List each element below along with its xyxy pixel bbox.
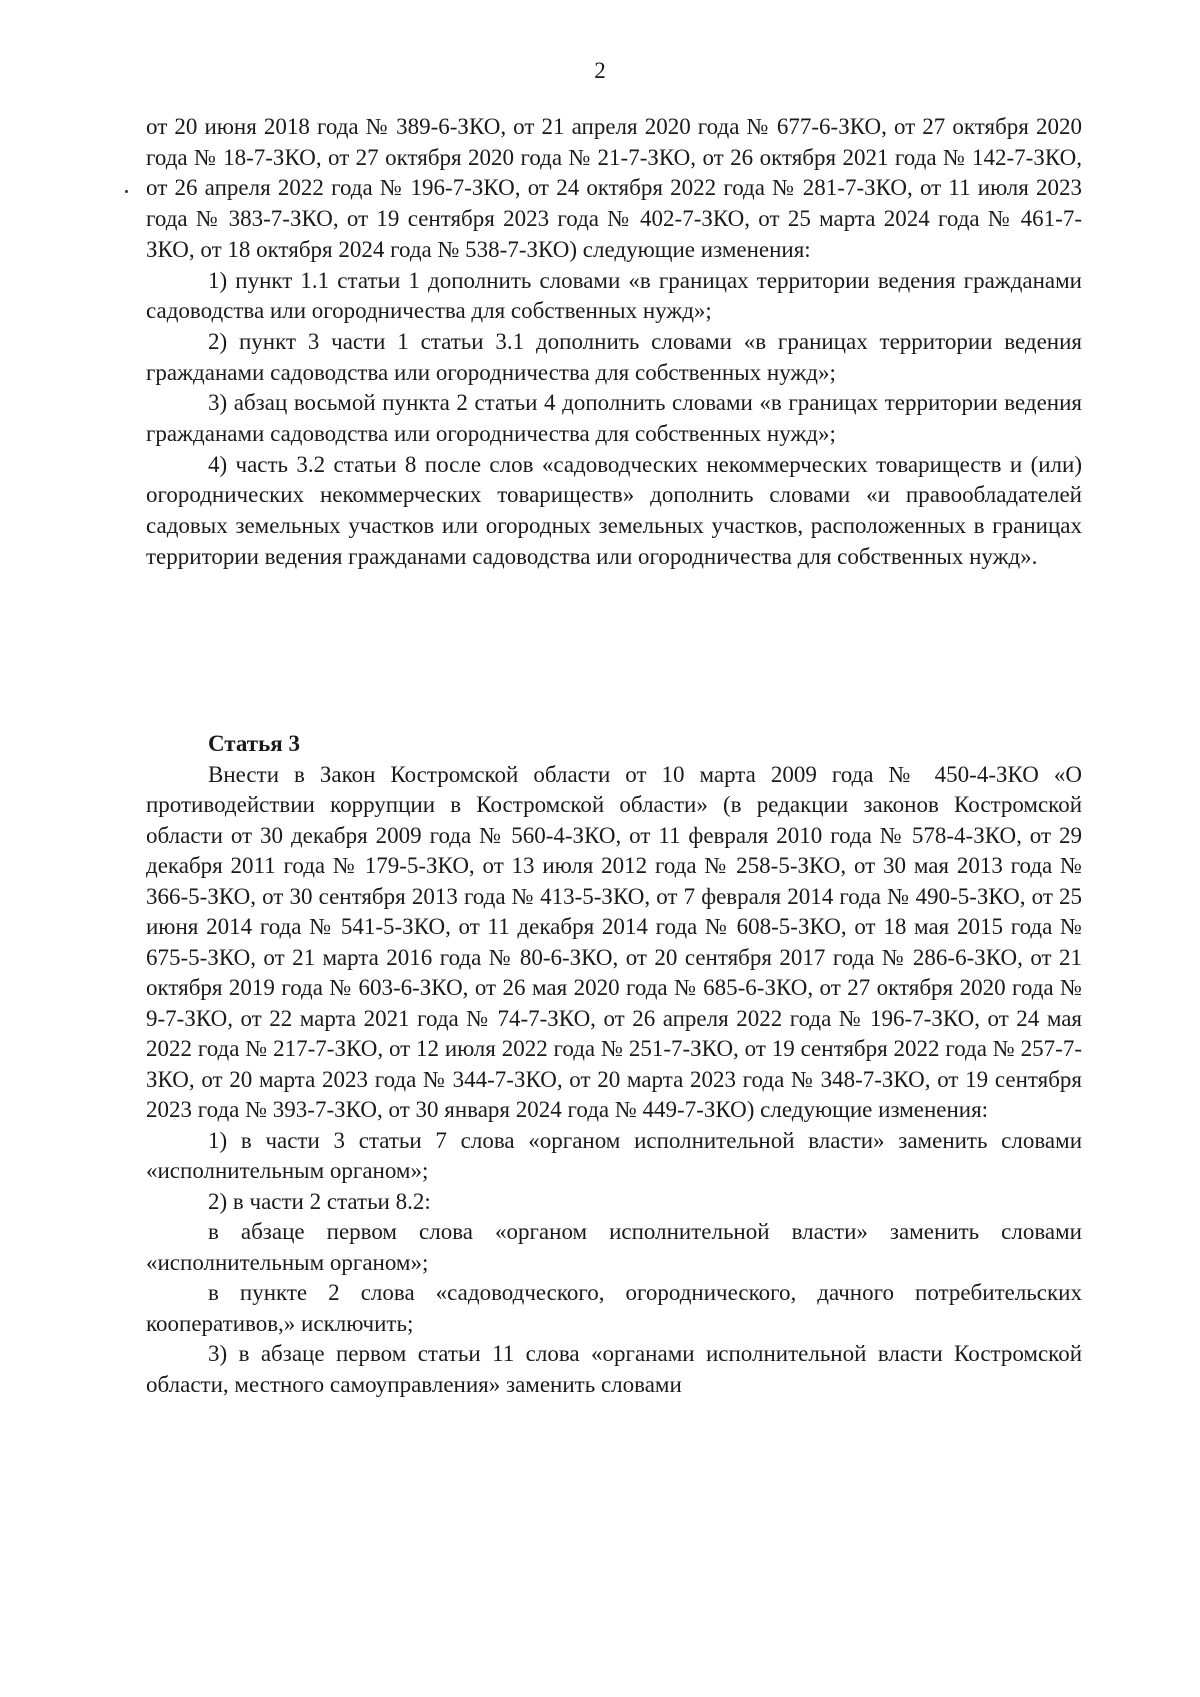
article-3-item-1: 1) в части 3 статьи 7 слова «органом исполнительной власти» заменить словами «исполнительным органом»; <box>146 1127 1082 1183</box>
article-3-item-2-para-1: в абзаце первом слова «органом исполнительной власти» заменить словами «исполнительным органом»; <box>146 1219 1082 1275</box>
article-3-item-2-para-2: в пункте 2 слова «садоводческого, огороднического, дачного потребительских кооперативов,» исключить; <box>146 1280 1082 1336</box>
amendment-item-4: 4) часть 3.2 статьи 8 после слов «садоводческих некоммерческих товариществ и (или) огороднических некоммерческих товариществ» дополнить словами «и правообладателей садовых земельных участков или огородных земельных участков, расположенных в границах территории ведения гражданами садоводства или огородничества для собственных нужд». <box>146 451 1082 569</box>
amendment-list-intro: от 20 июня 2018 года № 389-6-ЗКО, от 21 апреля 2020 года № 677-6-ЗКО, от 27 октября 2020 года № 18-7-ЗКО, от 27 октября 2020 года № 21-7-ЗКО, от 26 октября 2021 года № 142-7-ЗКО, от 26 апреля 2022 года № 196-7-ЗКО, от 24 октября 2022 года № 281-7-ЗКО, от 11 июля 2023 года № 383-7-ЗКО, от 19 сентября 2023 года № 402-7-ЗКО, от 25 марта 2024 года № 461-7-ЗКО, от 18 октября 2024 года № 538-7-ЗКО) следующие изменения: <box>146 114 1082 262</box>
amendment-item-2: 2) пункт 3 части 1 статьи 3.1 дополнить словами «в границах территории ведения гражданами садоводства или огородничества для собственных нужд»; <box>146 328 1082 385</box>
amendment-item-1: 1) пункт 1.1 статьи 1 дополнить словами «в границах территории ведения гражданами садоводства или огородничества для собственных нужд»; <box>146 267 1082 324</box>
page-number: 2 <box>594 58 606 83</box>
article-3-intro: Внести в Закон Костромской области от 10 марта 2009 года № 450-4-ЗКО «О противодействии коррупции в Костромской области» (в редакции законов Костромской области от 30 декабря 2009 года № 560-4-ЗКО, от 11 февраля 2010 года № 578-4-ЗКО, от 29 декабря 2011 года № 179-5-ЗКО, от 13 июля 2012 года № 258-5-ЗКО, от 30 мая 2013 года № 366-5-ЗКО, от 30 сентября 2013 года № 413-5-ЗКО, от 7 февраля 2014 года № 490-5-ЗКО, от 25 июня 2014 года № 541-5-ЗКО, от 11 декабря 2014 года № 608-5-ЗКО, от 18 мая 2015 года № 675-5-ЗКО, от 21 марта 2016 года № 80-6-ЗКО, от 20 сентября 2017 года № 286-6-ЗКО, от 21 октября 2019 года № 603-6-ЗКО, от 26 мая 2020 года № 685-6-ЗКО, от 27 октября 2020 года № 9-7-ЗКО, от 22 марта 2021 года № 74-7-ЗКО, от 26 апреля 2022 года № 196-7-ЗКО, от 24 мая 2022 года № 217-7-ЗКО, от 12 июля 2022 года № 251-7-ЗКО, от 19 сентября 2022 года № 257-7-ЗКО, от 20 марта 2023 года № 344-7-ЗКО, от 20 марта 2023 года № 348-7-ЗКО, от 19 сентября 2023 года № 393-7-ЗКО, от 30 января 2024 года № 449-7-ЗКО) следующие изменения: <box>146 761 1082 1122</box>
article-3-heading: Статья 3 <box>208 731 300 756</box>
scan-dot <box>125 190 128 193</box>
amendment-item-3: 3) абзац восьмой пункта 2 статьи 4 дополнить словами «в границах территории ведения гражданами садоводства или огородничества для собственных нужд»; <box>146 390 1082 447</box>
article-3 <box>146 729 1082 1400</box>
article-3-item-2: 2) в части 2 статьи 8.2: <box>208 1188 431 1214</box>
article-3-item-3: 3) в абзаце первом статьи 11 слова «органами исполнительной власти Костромской области, местного самоуправления» заменить словами <box>146 1341 1082 1397</box>
article-2-continuation <box>146 112 1082 573</box>
